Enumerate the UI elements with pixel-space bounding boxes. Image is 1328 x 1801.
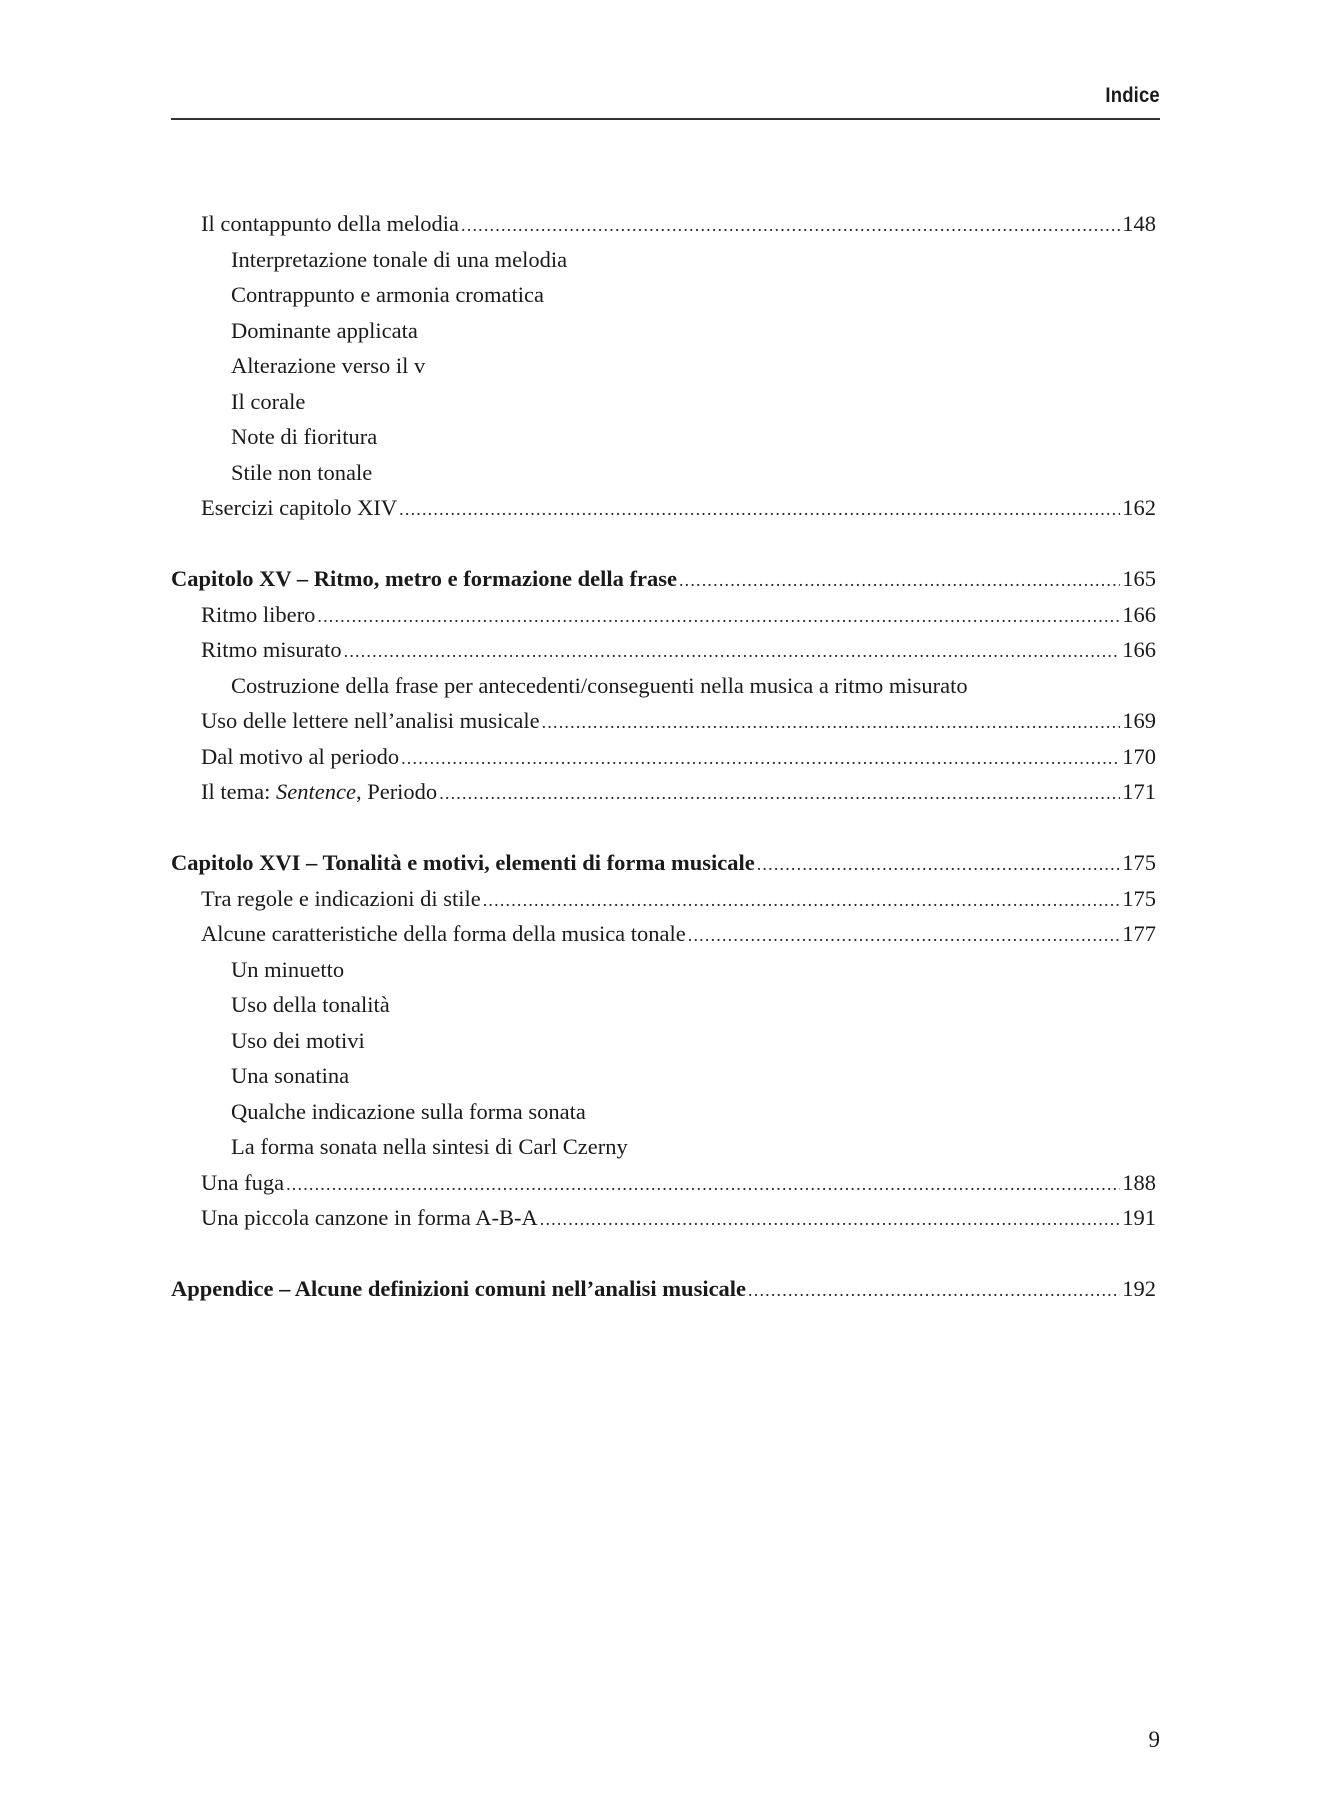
toc-chapter-entry[interactable] <box>171 566 1156 602</box>
toc-entry-title: Interpretazione tonale di una melodia <box>231 246 568 272</box>
toc-entry-title: Dominante applicata <box>231 317 418 343</box>
toc-entry-title-italic: Sentence <box>275 779 356 804</box>
toc-section-entry[interactable] <box>171 1170 1156 1206</box>
toc-entry-title: Un minuetto <box>231 956 345 982</box>
toc-subsection-entry[interactable] <box>171 1099 1156 1135</box>
toc-entry-title: Contrappunto e armonia cromatica <box>231 282 545 307</box>
toc-subsection-entry[interactable] <box>171 247 1156 283</box>
toc-page-number: 191 <box>1122 1205 1156 1230</box>
toc-entry-title: Alcune caratteristiche della forma della musica tonale <box>201 921 686 946</box>
toc-leader-dots <box>399 499 1120 520</box>
toc-page-number: 165 <box>1122 566 1156 591</box>
toc-entry-title: Qualche indicazione sulla forma sonata <box>231 1098 586 1124</box>
running-head-title: Indice <box>1105 84 1160 107</box>
toc-subsection-entry[interactable] <box>171 282 1156 318</box>
toc-subsection-entry[interactable] <box>171 389 1156 425</box>
toc-page-number: 171 <box>1122 779 1156 804</box>
toc-leader-dots <box>679 570 1120 591</box>
toc-entry-title: Costruzione della frase per antecedenti/conseguenti nella musica a ritmo misurato <box>231 672 968 698</box>
toc-leader-dots <box>401 748 1120 769</box>
toc-subsection-entry[interactable] <box>171 992 1156 1028</box>
toc-leader-dots <box>461 215 1120 236</box>
toc-leader-dots <box>317 606 1120 627</box>
toc-entry-title: Capitolo XV – Ritmo, metro e formazione della frase <box>171 566 677 591</box>
toc-entry-title: Il contappunto della melodia <box>201 211 460 236</box>
toc-entry-title: Esercizi capitolo XIV <box>201 495 398 520</box>
toc-page-number: 148 <box>1122 211 1156 236</box>
toc-page-number: 188 <box>1122 1169 1156 1195</box>
toc-entry-title: Una fuga <box>201 1169 285 1195</box>
toc-subsection-entry[interactable] <box>171 1063 1156 1099</box>
toc-section-entry[interactable] <box>171 744 1156 780</box>
toc-page-number: 175 <box>1122 885 1156 911</box>
toc-spacer <box>171 531 1156 567</box>
toc-entry-title: Ritmo libero <box>201 601 316 627</box>
toc-leader-dots <box>344 641 1121 662</box>
toc-entry-title: Uso della tonalità <box>231 992 390 1017</box>
toc-entry-title <box>201 779 437 805</box>
toc-section-entry[interactable] <box>171 779 1156 815</box>
toc-subsection-entry[interactable] <box>171 424 1156 460</box>
toc-entry-title: Appendice – Alcune definizioni comuni nell’analisi musicale <box>171 1276 747 1301</box>
toc-subsection-entry[interactable] <box>171 353 1156 389</box>
toc-subsection-entry[interactable] <box>171 460 1156 496</box>
toc-subsection-entry[interactable] <box>171 1028 1156 1064</box>
toc-entry-title: Ritmo misurato <box>201 637 342 662</box>
toc-page-number: 162 <box>1122 495 1156 520</box>
toc-subsection-entry[interactable] <box>171 957 1156 993</box>
toc-entry-title: Uso delle lettere nell’analisi musicale <box>201 708 540 733</box>
toc-leader-dots <box>439 783 1120 804</box>
toc-page-number: 175 <box>1122 850 1156 875</box>
toc-entry-title: Una piccola canzone in forma A-B-A <box>201 1205 538 1230</box>
toc-entry-title-suffix: , Periodo <box>355 779 438 804</box>
toc-leader-dots <box>757 854 1121 875</box>
running-head <box>171 84 1160 120</box>
toc-entry-title: Uso dei motivi <box>231 1027 365 1053</box>
toc-entry-title: Alterazione verso il v <box>231 353 426 378</box>
toc-entry-title: Capitolo XVI – Tonalità e motivi, elementi di forma musicale <box>171 850 755 875</box>
toc-page-number: 169 <box>1122 708 1156 733</box>
toc-spacer <box>171 815 1156 851</box>
toc-leader-dots <box>688 925 1120 946</box>
toc-leader-dots <box>286 1174 1120 1195</box>
toc-section-entry[interactable] <box>171 1205 1156 1241</box>
toc-entry-title: Note di fioritura <box>231 424 378 449</box>
toc-chapter-entry[interactable] <box>171 850 1156 886</box>
toc-page-number: 170 <box>1122 743 1156 769</box>
toc-section-entry[interactable] <box>171 637 1156 673</box>
toc-entry-title: Stile non tonale <box>231 459 373 485</box>
toc-page-number: 166 <box>1122 637 1156 662</box>
toc-page-number: 166 <box>1122 601 1156 627</box>
toc-section-entry[interactable] <box>171 495 1156 531</box>
table-of-contents <box>171 211 1156 1312</box>
toc-subsection-entry[interactable] <box>171 1134 1156 1170</box>
toc-entry-title: Il corale <box>231 388 306 414</box>
toc-page-number: 177 <box>1122 921 1156 946</box>
toc-spacer <box>171 1241 1156 1277</box>
toc-leader-dots <box>748 1280 1120 1301</box>
toc-section-entry[interactable] <box>171 886 1156 922</box>
toc-leader-dots <box>540 1209 1121 1230</box>
toc-subsection-entry[interactable] <box>171 673 1156 709</box>
toc-section-entry[interactable] <box>171 211 1156 247</box>
toc-entry-title-prefix: Il tema: <box>201 779 276 804</box>
toc-section-entry[interactable] <box>171 708 1156 744</box>
toc-entry-title: Dal motivo al periodo <box>201 743 400 769</box>
toc-section-entry[interactable] <box>171 602 1156 638</box>
toc-chapter-entry[interactable] <box>171 1276 1156 1312</box>
toc-entry-title: La forma sonata nella sintesi di Carl Czerny <box>231 1134 628 1159</box>
toc-section-entry[interactable] <box>171 921 1156 957</box>
page-number: 9 <box>1148 1727 1160 1752</box>
toc-subsection-entry[interactable] <box>171 318 1156 354</box>
toc-entry-title: Tra regole e indicazioni di stile <box>201 885 481 911</box>
toc-entry-title: Una sonatina <box>231 1063 350 1088</box>
toc-leader-dots <box>542 712 1121 733</box>
toc-page-number: 192 <box>1122 1276 1156 1301</box>
toc-leader-dots <box>483 890 1121 911</box>
